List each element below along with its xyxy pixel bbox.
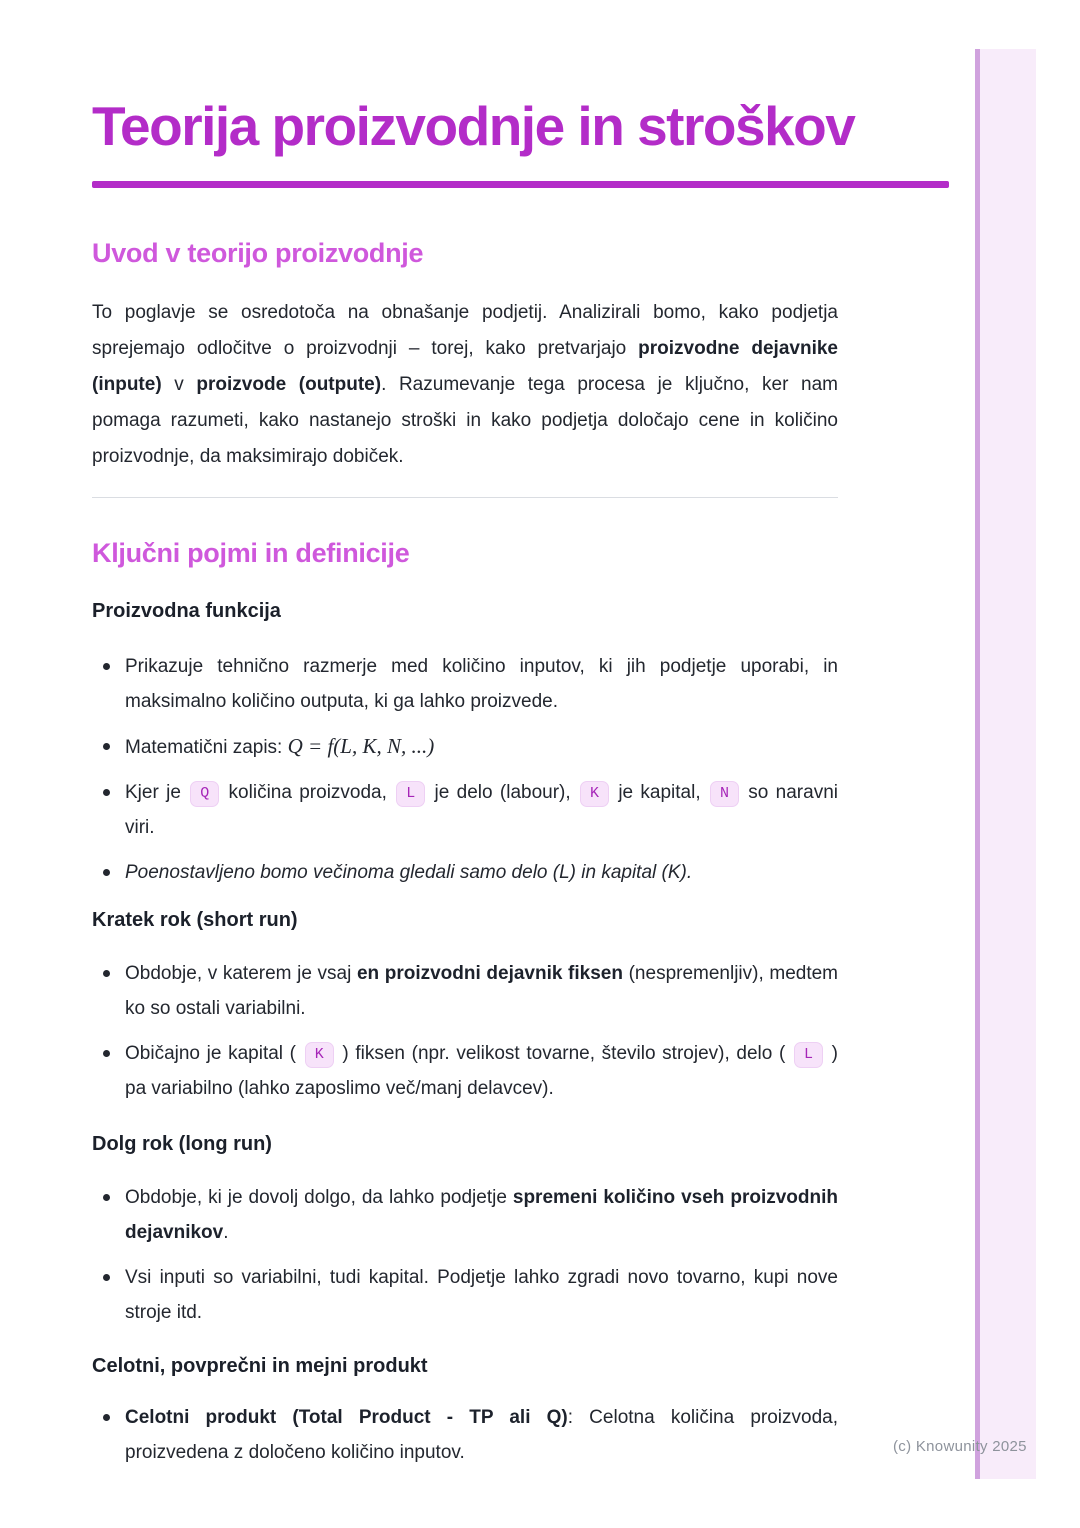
sr-b2-text-2: ) fiksen (npr. velikost tovarne, število strojev), delo (	[335, 1043, 792, 1065]
pf-b3-text-3: je delo (labour),	[427, 782, 578, 804]
intro-text-3: . Razumevanje tega procesa je ključno, ker nam pomaga razumeti, kako nastanejo stroški in kako podjetja določajo cene in količino proizvodnje, da maksimirajo dobiček.	[92, 373, 838, 467]
sr-b1-text-1: Obdobje, v katerem je vsaj	[125, 963, 357, 985]
lr-b1-bold: spremeni količino vseh proizvodnih dejavnikov	[125, 1187, 838, 1244]
subheading-products: Celotni, povprečni in mejni produkt	[92, 1355, 428, 1378]
lr-b1-text-1: Obdobje, ki je dovolj dolgo, da lahko podjetje	[125, 1187, 513, 1209]
long-run-list	[92, 1180, 838, 1330]
list-item	[92, 855, 838, 890]
list-item	[92, 1180, 838, 1250]
pf-b2-text: Matematični zapis:	[125, 737, 288, 759]
production-function-list	[92, 649, 838, 890]
intro-section	[92, 295, 838, 475]
pf-b3-text-2: količina proizvoda,	[221, 782, 395, 804]
lr-b1-text-2: .	[223, 1222, 229, 1244]
section-divider	[92, 497, 838, 498]
intro-bold-1: proizvodne dejavnike (inpute)	[92, 337, 838, 395]
inline-code-badge-q: Q	[190, 781, 219, 807]
subheading-short-run: Kratek rok (short run)	[92, 909, 298, 932]
list-item	[92, 775, 838, 845]
intro-bold-2: proizvode (outpute)	[196, 373, 382, 395]
inline-code-badge-k: K	[305, 1042, 334, 1068]
pf-b3-text-4: je kapital,	[611, 782, 708, 804]
inline-code-badge-k: K	[580, 781, 609, 807]
sr-b1-bold: en proizvodni dejavnik fiksen	[356, 963, 623, 985]
sr-b1-text-2: (nespremenljiv), medtem ko so ostali variabilni.	[125, 963, 839, 1020]
page-title: Teorija proizvodnje in stroškov	[92, 95, 855, 157]
prod-b1-text: : Celotna količina proizvoda, proizvedena z določeno količino inputov.	[125, 1407, 839, 1464]
short-run-list	[92, 956, 838, 1106]
inline-code-badge-l: L	[794, 1042, 823, 1068]
intro-text-1: To poglavje se osredotoča na obnašanje podjetij. Analizirali bomo, kako podjetja sprejemajo odločitve o proizvodnji – torej, kako pretvarjajo	[92, 301, 838, 359]
subheading-long-run: Dolg rok (long run)	[92, 1133, 272, 1156]
inline-code-badge-n: N	[710, 781, 739, 807]
list-item	[92, 729, 838, 765]
intro-text-2: v	[161, 373, 197, 395]
page-content	[92, 0, 950, 1480]
lr-b2-text: Vsi inputi so variabilni, tudi kapital. Podjetje lahko zgradi novo tovarno, kupi nove stroje itd.	[125, 1267, 838, 1324]
pf-b1-text: Prikazuje tehnično razmerje med količino inputov, ki jih podjetje uporabi, in maksimalno količino outputa, ki ga lahko proizvede.	[125, 656, 838, 713]
title-underline	[92, 181, 949, 188]
pf-b4-italic-text: Poenostavljeno bomo večinoma gledali samo delo (L) in kapital (K).	[125, 862, 693, 884]
products-list	[92, 1400, 838, 1470]
math-expression: Q = f(L, K, N, ...)	[287, 734, 435, 759]
pf-b3-text-5: so naravni viri.	[125, 782, 838, 839]
side-accent-strip	[975, 49, 1036, 1479]
section-heading-intro: Uvod v teorijo proizvodnje	[92, 237, 424, 268]
list-item	[92, 1400, 838, 1470]
subheading-production-function: Proizvodna funkcija	[92, 600, 281, 623]
section-heading-key-terms: Ključni pojmi in definicije	[92, 537, 410, 568]
list-item	[92, 1260, 838, 1330]
pf-b3-text-1: Kjer je	[125, 782, 189, 804]
list-item	[92, 649, 838, 719]
prod-b1-bold: Celotni produkt (Total Product - TP ali Q)	[125, 1407, 568, 1429]
footer-copyright: (c) Knowunity 2025	[893, 1438, 1027, 1455]
sr-b2-text-3: ) pa variabilno (lahko zaposlimo več/manj delavcev).	[125, 1043, 838, 1100]
list-item	[92, 1036, 838, 1106]
inline-code-badge-l: L	[396, 781, 425, 807]
list-item	[92, 956, 838, 1026]
intro-paragraph	[92, 295, 838, 475]
sr-b2-text-1: Običajno je kapital (	[125, 1043, 303, 1065]
